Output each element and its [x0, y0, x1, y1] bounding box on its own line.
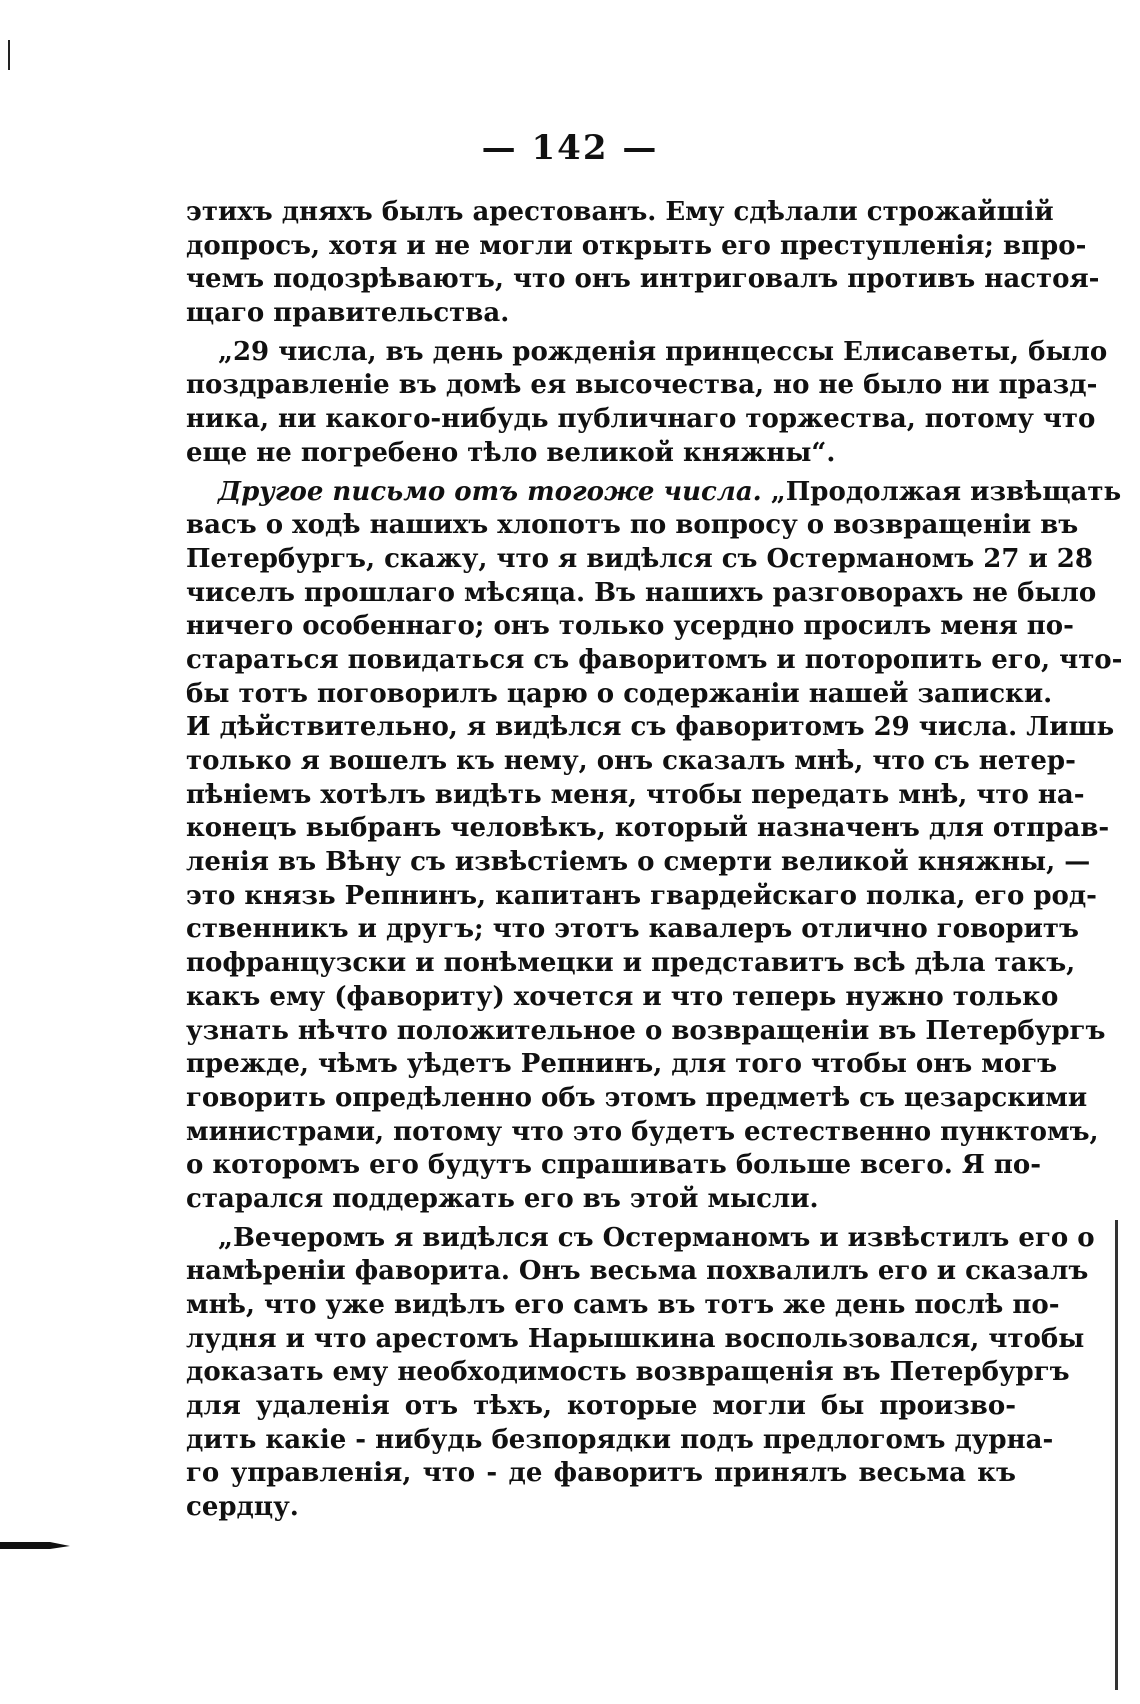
body-text — [186, 196, 1123, 1525]
text-line — [186, 1356, 1070, 1390]
line-text: сердцу. — [186, 1492, 299, 1523]
text-line — [186, 1183, 1016, 1217]
line-text: пѣніемъ хотѣлъ видѣть меня, чтобы передать мнѣ, что на- — [186, 779, 1085, 810]
text-line — [186, 1048, 1058, 1082]
line-text: мнѣ, что уже видѣлъ его самъ въ тотъ же день послѣ по- — [186, 1290, 1060, 1320]
line-text: только я вошелъ къ нему, онъ сказалъ мнѣ, что съ нетер- — [186, 746, 1076, 776]
text-line — [186, 644, 1123, 678]
text-line — [186, 779, 1085, 813]
line-text: дить какіе - нибудь безпорядки подъ предлогомъ дурна- — [186, 1424, 1054, 1455]
text-line — [186, 1222, 1095, 1256]
text-line — [186, 846, 1091, 880]
line-text: о которомъ его будутъ спрашивать больше всего. Я по- — [186, 1150, 1041, 1181]
line-text: говорить опредѣленно объ этомъ предметѣ съ цезарскими — [186, 1082, 1088, 1113]
line-text: „Продолжая извѣщать — [761, 476, 1122, 507]
text-line — [186, 263, 1100, 297]
text-line — [186, 1323, 1085, 1357]
text-line — [186, 509, 1079, 543]
line-text: ленія въ Вѣну съ извѣстіемъ о смерти великой княжны, — — [186, 847, 1091, 878]
line-text: стараться повидаться съ фаворитомъ и поторопить его, что- — [186, 644, 1123, 675]
text-line — [186, 403, 1096, 437]
line-text: прежде, чѣмъ уѣдетъ Репнинъ, для того чтобы онъ могъ — [186, 1049, 1058, 1080]
line-text: еще не погребено тѣло великой княжны“. — [186, 437, 836, 468]
line-text: ника, ни какого-нибудь публичнаго торжества, потому что — [186, 404, 1096, 435]
text-line — [186, 1457, 1016, 1491]
text-line — [186, 1491, 1016, 1525]
text-line — [186, 711, 1115, 745]
line-text: щаго правительства. — [186, 298, 510, 329]
line-text: „29 числа, въ день рожденія принцессы Елисаветы, было — [218, 336, 1108, 367]
text-line — [186, 913, 1079, 947]
text-line — [186, 947, 1076, 981]
text-line — [186, 1289, 1060, 1323]
text-line — [186, 297, 1016, 331]
line-text: ничего особеннаго; онъ только усердно просилъ меня по- — [186, 611, 1074, 642]
line-text: И дѣйствительно, я видѣлся съ фаворитомъ 29 числа. Лишь — [186, 712, 1115, 743]
line-text: этихъ дняхъ былъ арестованъ. Ему сдѣлали строжайшій — [186, 197, 1054, 227]
line-text: старался поддержать его въ этой мысли. — [186, 1183, 819, 1214]
text-line — [186, 1255, 1089, 1289]
text-line — [186, 745, 1076, 779]
text-line — [186, 1116, 1099, 1150]
text-line — [186, 196, 1054, 230]
line-text: чемъ подозрѣваютъ, что онъ интриговалъ противъ настоя- — [186, 264, 1100, 295]
italic-heading: Другое письмо отъ тогоже числа. — [218, 476, 762, 507]
scan-edge-mark — [8, 40, 10, 70]
line-text: „Вечеромъ я видѣлся съ Остерманомъ и извѣстилъ его о — [218, 1222, 1095, 1253]
text-line — [186, 678, 1053, 712]
line-text: лудня и что арестомъ Нарышкина воспользовался, чтобы — [186, 1323, 1085, 1354]
line-text: ственникъ и другъ; что этотъ кавалеръ отлично говоритъ — [186, 914, 1079, 945]
text-line — [186, 230, 1087, 264]
line-text: допросъ, хотя и не могли открыть его преступленія; впро- — [186, 230, 1087, 261]
text-line — [186, 1015, 1106, 1049]
text-line — [186, 437, 1016, 471]
line-text: намѣреніи фаворита. Онъ весьма похвалилъ его и сказалъ — [186, 1256, 1089, 1287]
line-text: доказать ему необходимость возвращенія въ Петербургъ — [186, 1357, 1070, 1388]
text-line — [186, 1082, 1088, 1116]
scan-arrow-mark — [0, 1540, 70, 1550]
line-text: чиселъ прошлаго мѣсяца. Въ нашихъ разговорахъ не было — [186, 577, 1097, 608]
line-text: министрами, потому что это будетъ естественно пунктомъ, — [186, 1116, 1099, 1147]
line-text: пофранцузски и понѣмецки и представитъ всѣ дѣла такъ, — [186, 948, 1076, 979]
text-line — [186, 543, 1093, 577]
line-text: для удаленія отъ тѣхъ, которые могли бы произво- — [186, 1391, 1016, 1422]
text-line — [186, 1424, 1054, 1458]
page-number: — 142 — — [481, 128, 659, 168]
text-line — [186, 336, 1108, 370]
text-line — [186, 981, 1059, 1015]
text-line — [186, 610, 1074, 644]
line-text: конецъ выбранъ человѣкъ, который назначенъ для отправ- — [186, 813, 1110, 844]
text-line — [186, 369, 1098, 403]
text-line — [186, 476, 1122, 510]
line-text: поздравленіе въ домѣ ея высочества, но не было ни празд- — [186, 370, 1098, 401]
scan-edge-rule — [1115, 1220, 1118, 1690]
text-line — [186, 880, 1097, 914]
text-line — [186, 812, 1110, 846]
text-line — [186, 577, 1097, 611]
line-text: бы тотъ поговорилъ царю о содержаніи нашей записки. — [186, 678, 1053, 709]
line-text: узнать нѣчто положительное о возвращеніи въ Петербургъ — [186, 1015, 1106, 1046]
text-line — [186, 1149, 1041, 1183]
line-text: го управленія, что - де фаворитъ принялъ весьма къ — [186, 1458, 1016, 1489]
line-text: это князь Репнинъ, капитанъ гвардейскаго полка, его род- — [186, 880, 1097, 911]
text-line — [186, 1390, 1016, 1424]
line-text: какъ ему (фавориту) хочется и что теперь нужно только — [186, 981, 1059, 1012]
line-text: Петербургъ, скажу, что я видѣлся съ Остерманомъ 27 и 28 — [186, 543, 1093, 574]
line-text: васъ о ходѣ нашихъ хлопотъ по вопросу о возвращеніи въ — [186, 510, 1079, 541]
